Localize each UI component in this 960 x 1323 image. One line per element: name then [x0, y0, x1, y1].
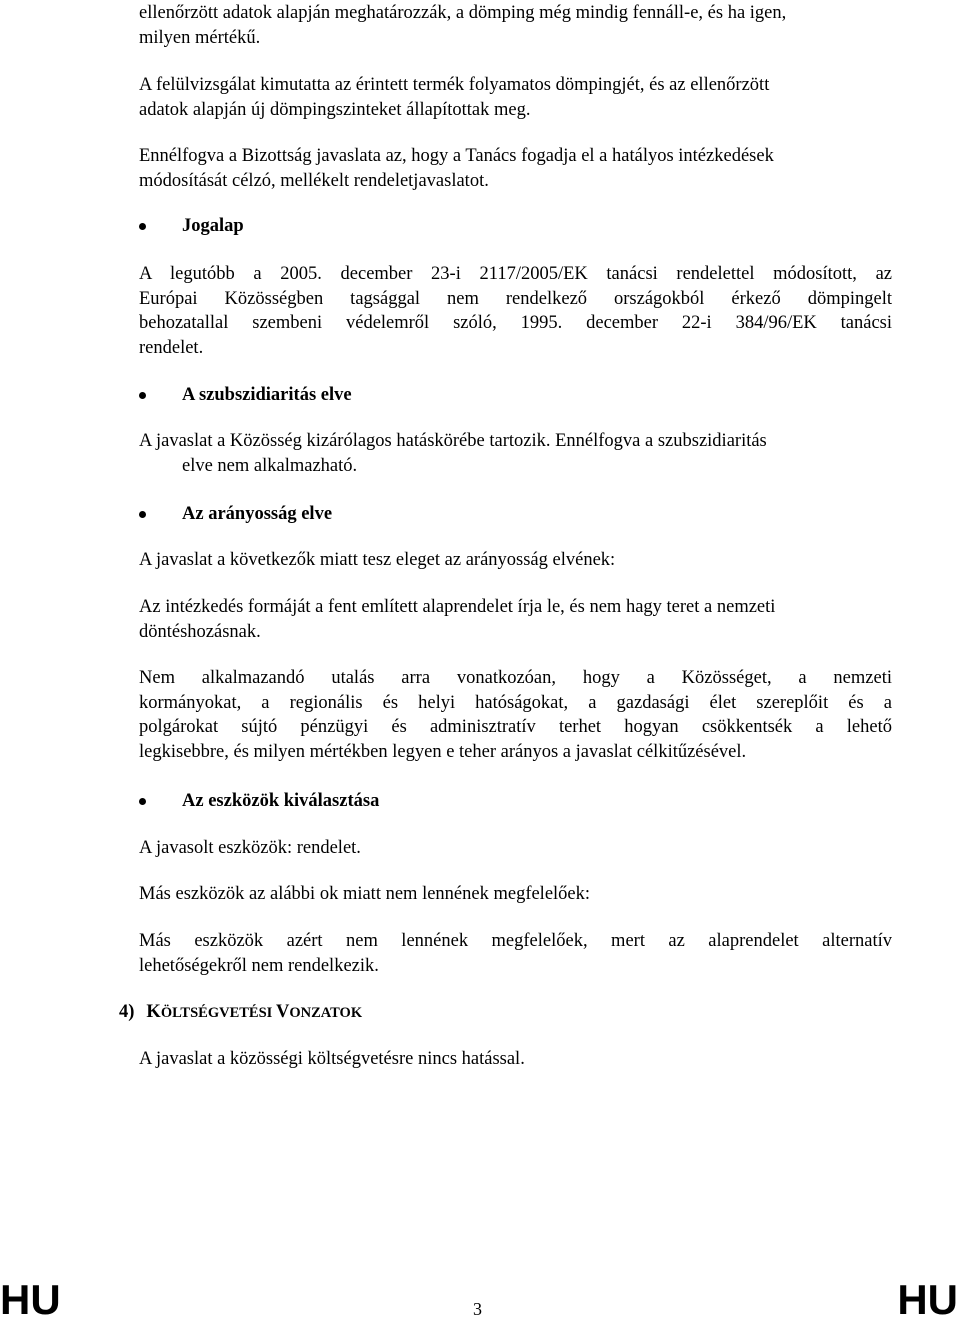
paragraph-instruments-proposed [139, 836, 892, 861]
paragraph-review-determination [139, 1, 892, 50]
bullet-icon [139, 392, 146, 399]
text-line: Ennélfogva a Bizottság javaslata az, hogy a Tanács fogadja el a hatályos intézkedések [139, 146, 774, 166]
footer-language-code-right: HU [897, 1276, 958, 1323]
text-line: Európai Közösségben tagsággal nem rendelkező országokból érkező dömpingelt [139, 288, 892, 309]
bullet-icon [139, 511, 146, 518]
text-line: módosítását célzó, mellékelt rendeletjavaslatot. [139, 170, 489, 191]
text-line: ellenőrzött adatok alapján meghatározzák, a dömping még mindig fennáll-e, és ha igen, [139, 3, 787, 23]
paragraph-legal-basis [139, 262, 892, 360]
text-line: Nem alkalmazandó utalás arra vonatkozóan, hogy a Közösséget, a nemzeti [139, 668, 892, 688]
paragraph-proportionality-burden [139, 666, 892, 764]
bullet-icon [139, 223, 146, 230]
text-line: Az intézkedés formáját a fent említett alaprendelet írja le, és nem hagy teret a nemzeti [139, 597, 776, 617]
text-line: döntéshozásnak. [139, 621, 261, 642]
bullet-icon [139, 798, 146, 805]
text-line: A javaslat a következők miatt tesz eleget az arányosság elvének: [139, 550, 616, 570]
text-line: A felülvizsgálat kimutatta az érintett termék folyamatos dömpingjét, és az ellenőrzött [139, 75, 770, 95]
paragraph-instruments-other [139, 882, 892, 907]
text-line: A javaslat a közösségi költségvetésre nincs hatással. [139, 1049, 525, 1069]
text-line: Más eszközök azért nem lennének megfelelőek, mert az alaprendelet alternatív [139, 931, 892, 951]
text-line: elve nem alkalmazható. [182, 455, 358, 476]
section-title-smallcaps: ONZATOK [289, 1005, 363, 1021]
section-title-initial: V [275, 1002, 290, 1022]
text-line: milyen mértékű. [139, 27, 261, 48]
text-line: A legutóbb a 2005. december 23-i 2117/2005/EK tanácsi rendelettel módosított, az [139, 264, 892, 284]
text-line: A javaslat a Közösség kizárólagos hatáskörébe tartozik. Ennélfogva a szubszidiaritás [139, 431, 767, 451]
text-line: kormányokat, a regionális és helyi hatóságokat, a gazdasági élet szereplőit és a [139, 692, 892, 713]
section-title-smallcaps: ÖLTSÉGVETÉSI [160, 1005, 276, 1021]
heading-text: Az arányosság elve [182, 504, 333, 524]
text-line: legkisebbre, és milyen mértékben legyen e teher arányos a javaslat célkitűzésével. [139, 741, 747, 762]
paragraph-review-findings [139, 73, 892, 122]
section-number: 4) [119, 1002, 135, 1022]
footer-language-code-left: HU [0, 1276, 61, 1323]
paragraph-commission-proposal [139, 144, 892, 193]
text-line: Más eszközök az alábbi ok miatt nem lennének megfelelőek: [139, 884, 591, 904]
paragraph-proportionality-form [139, 595, 892, 644]
section-heading-budgetary-implication [119, 1000, 362, 1025]
page-number: 3 [473, 1299, 482, 1319]
text-line: behozatallal szembeni védelemről szóló, 1995. december 22-i 384/96/EK tanácsi [139, 313, 892, 333]
section-title-initial: K [146, 1002, 161, 1022]
heading-text: A szubszidiaritás elve [182, 385, 352, 405]
text-line: rendelet. [139, 337, 204, 358]
text-line: adatok alapján új dömpingszinteket állapítottak meg. [139, 99, 531, 120]
text-line: polgárokat sújtó pénzügyi és adminisztratív terhet hogyan csökkentsék a lehető [139, 717, 892, 737]
paragraph-subsidiarity [139, 429, 892, 478]
heading-text: Jogalap [182, 216, 244, 236]
heading-text: Az eszközök kiválasztása [182, 791, 380, 811]
paragraph-proportionality-intro [139, 548, 892, 573]
paragraph-budgetary-implication [139, 1047, 892, 1072]
text-line: A javasolt eszközök: rendelet. [139, 838, 361, 858]
paragraph-instruments-reason [139, 929, 892, 978]
text-line: lehetőségekről nem rendelkezik. [139, 955, 379, 976]
